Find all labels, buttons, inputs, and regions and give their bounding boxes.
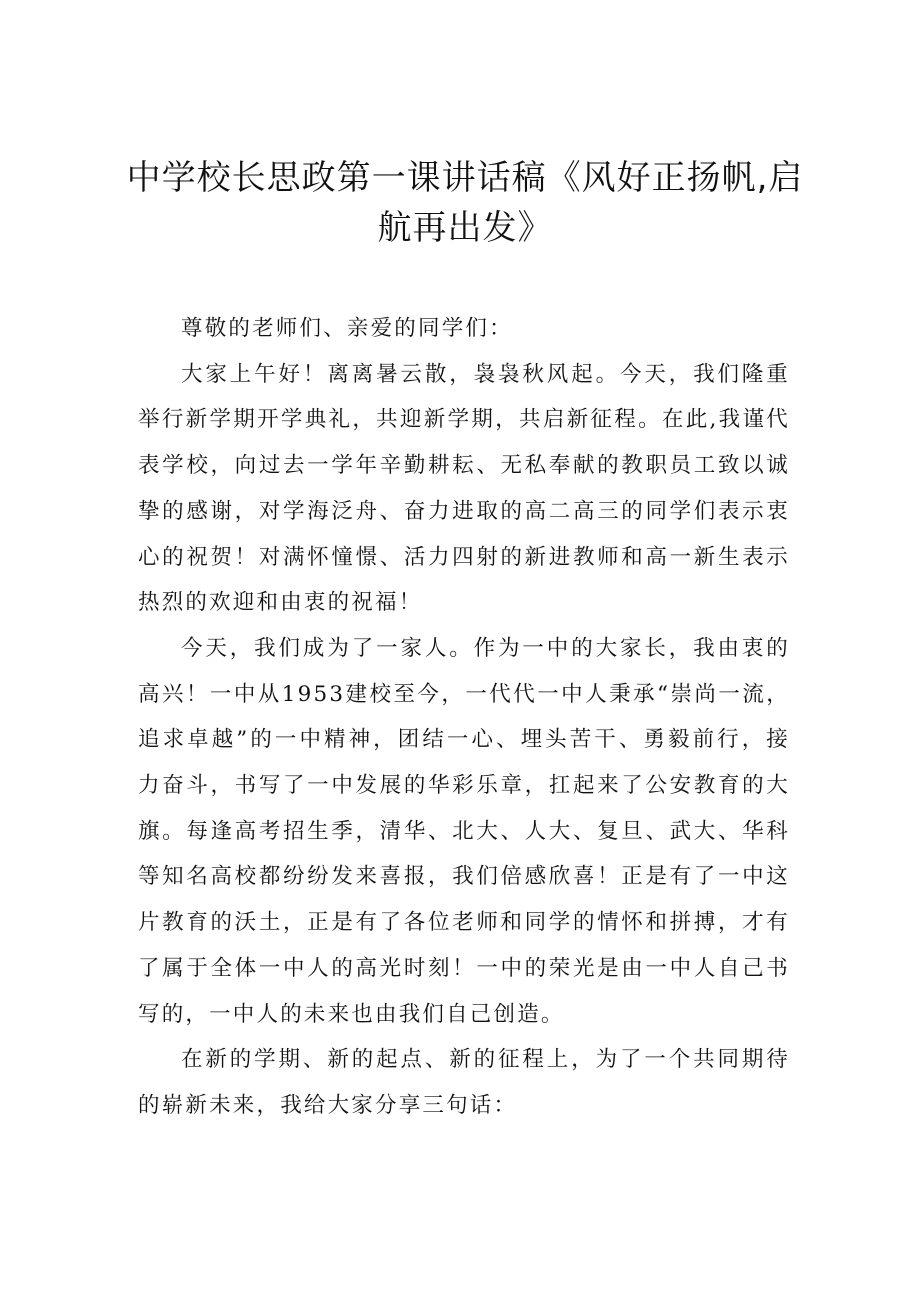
document-body — [138, 306, 790, 1129]
paragraph-1: 大家上午好！离离暑云散，袅袅秋风起。今天，我们隆重举行新学期开学典礼，共迎新学期，共启新征程。在此,我谨代表学校，向过去一学年辛勤耕耘、无私奉献的教职员工致以诚挚的感谢，对学海泛舟、奋力进取的高二高三的同学们表示衷心的祝贺！对满怀憧憬、活力四射的新进教师和高一新生表示热烈的欢迎和由衷的祝福！ — [138, 361, 790, 616]
document-title: 中学校长思政第一课讲话稿《风好正扬帆,启航再出发》 — [126, 158, 804, 248]
greeting: 尊敬的老师们、亲爱的同学们： — [181, 316, 513, 341]
paragraph-2: 今天，我们成为了一家人。作为一中的大家长，我由衷的高兴！一中从1953建校至今，一代代一中人秉承“崇尚一流，追求卓越”的一中精神，团结一心、埋头苦干、勇毅前行，接力奋斗，书写了一中发展的华彩乐章，扛起来了公安教育的大旗。每逢高考招生季，清华、北大、人大、复旦、武大、华科等知名高校都纷纷发来喜报，我们倍感欣喜！正是有了一中这片教育的沃土，正是有了各位老师和同学的情怀和拼搏，才有了属于全体一中人的高光时刻！一中的荣光是由一中人自己书写的，一中人的未来也由我们自己创造。 — [138, 635, 790, 1027]
paragraph-3: 在新的学期、新的起点、新的征程上，为了一个共同期待的崭新未来，我给大家分享三句话： — [138, 1047, 790, 1118]
